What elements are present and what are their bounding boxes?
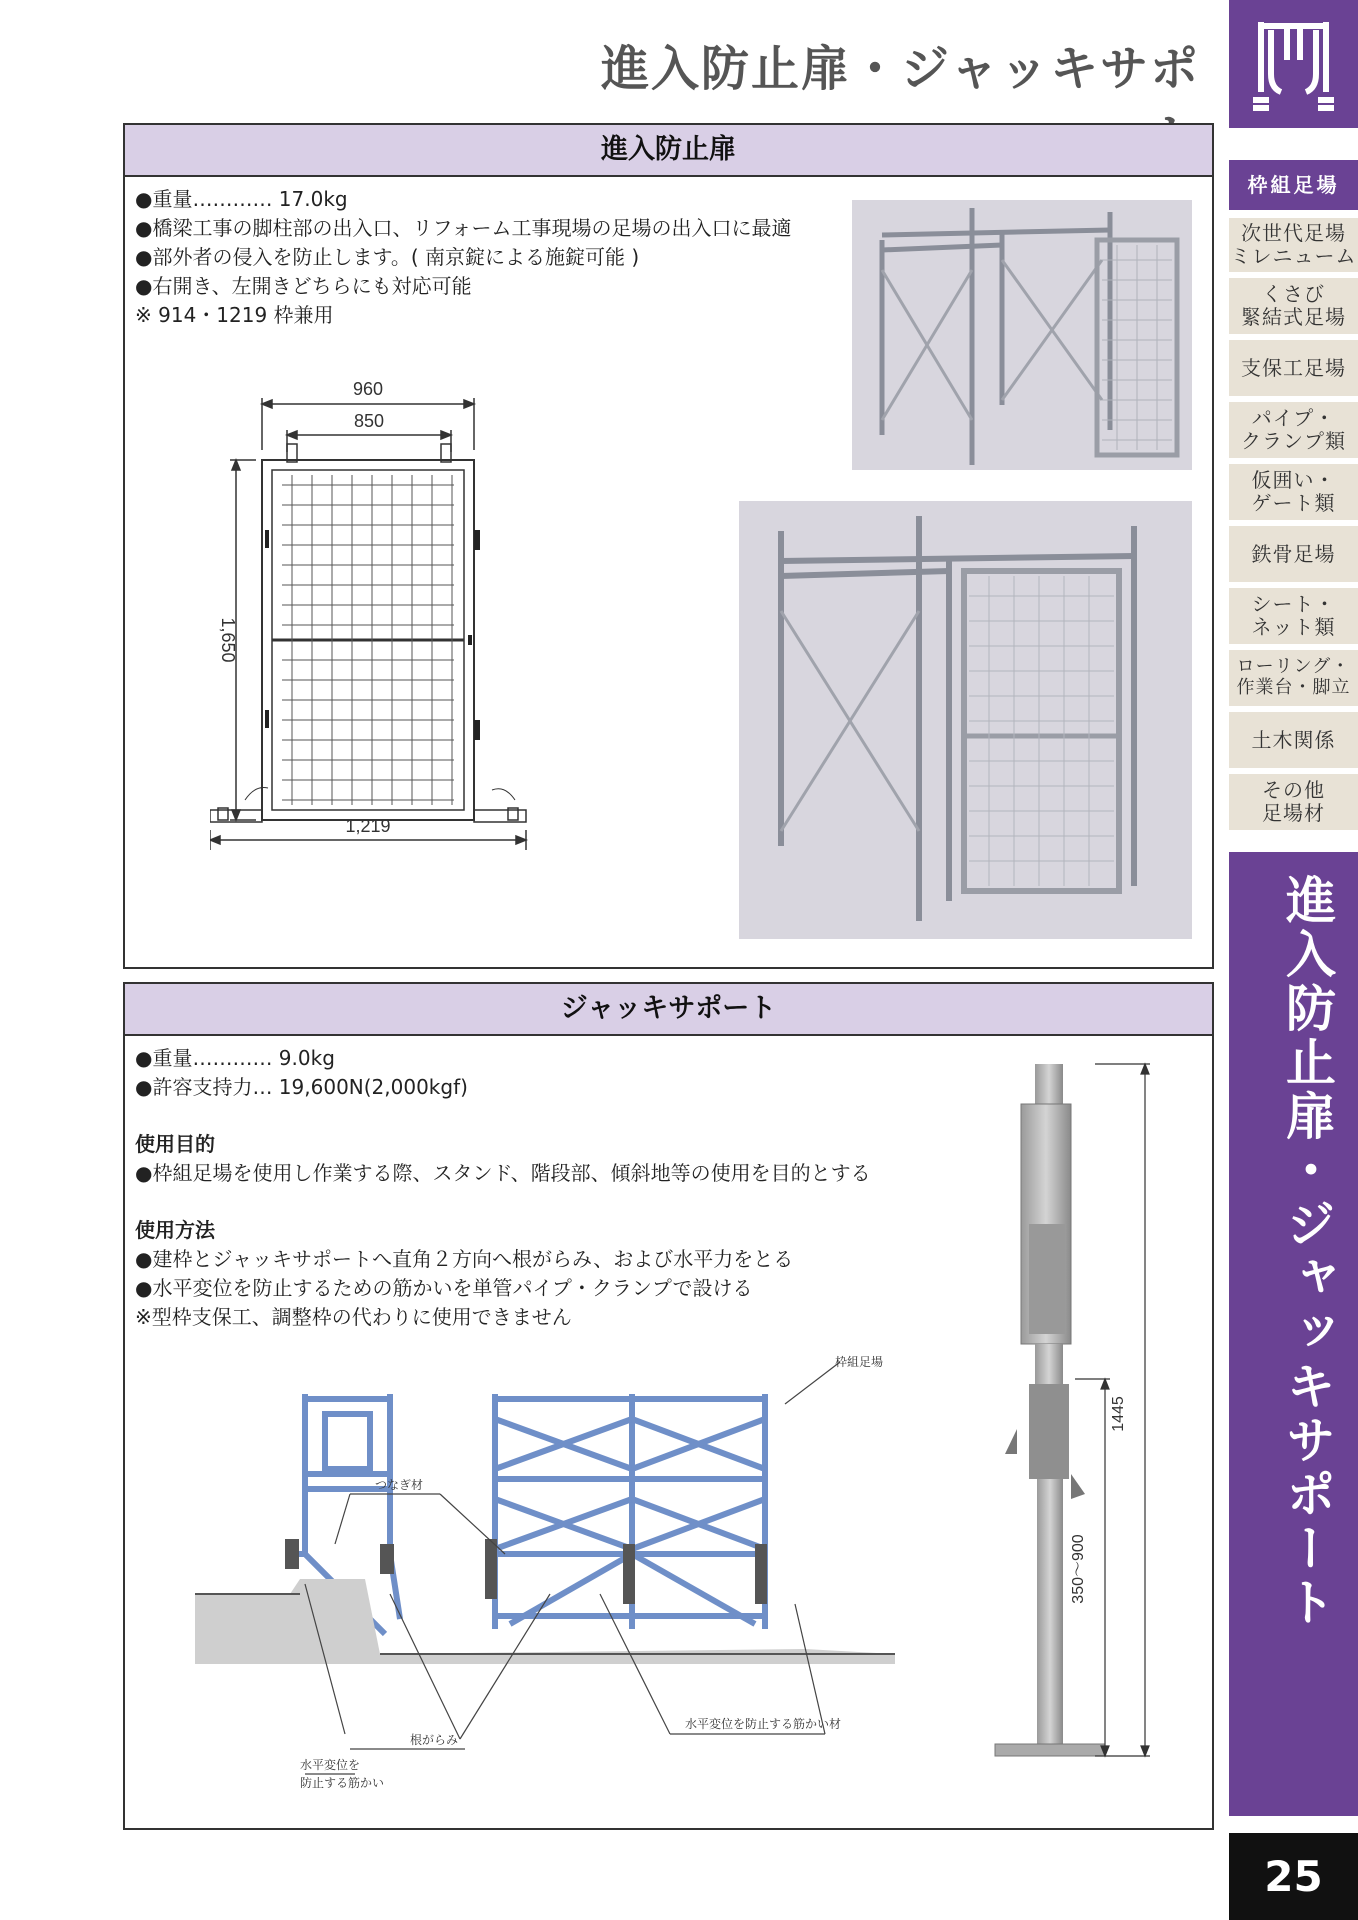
- spec-list: [135, 1044, 871, 1332]
- method-line: ※型枠支保工、調整枠の代わりに使用できません: [135, 1305, 572, 1329]
- section-title: ジャッキサポート: [125, 984, 1212, 1036]
- label-brace-left-1: 水平変位を: [300, 1758, 361, 1772]
- dim-outer-width: 960: [352, 380, 384, 399]
- method-line: ●水平変位を防止するための筋かいを単管パイプ・クランプで設ける: [135, 1276, 753, 1300]
- dim-height: 1,650: [218, 617, 238, 663]
- dim-total-height: 1445: [1110, 1396, 1127, 1432]
- method-line: ●建枠とジャッキサポートへ直角２方向へ根がらみ、および水平力をとる: [135, 1247, 794, 1271]
- sidebar-item-millennium[interactable]: 次世代足場 ミレニューム: [1229, 218, 1358, 272]
- usage-diagram: [195, 1354, 995, 1824]
- label-base-tie: 根がらみ: [410, 1733, 459, 1747]
- spec-line: ●右開き、左開きどちらにも対応可能: [135, 274, 472, 298]
- door-dimension-drawing: [210, 380, 680, 850]
- sidebar-item-other[interactable]: その他 足場材: [1229, 774, 1358, 830]
- category-sidebar: [1229, 0, 1358, 1920]
- purpose-heading: 使用目的: [135, 1132, 215, 1156]
- door-open-photo: [852, 200, 1192, 470]
- method-heading: 使用方法: [135, 1218, 215, 1242]
- label-brace-left-2: 防止する筋かい: [300, 1776, 385, 1790]
- sidebar-item-shoring[interactable]: 支保工足場: [1229, 340, 1358, 396]
- sidebar-header[interactable]: 枠組足場: [1229, 160, 1358, 210]
- dim-base-width: 1,219: [345, 816, 391, 836]
- spec-line: ●重量………… 9.0kg: [135, 1046, 335, 1070]
- label-brace: 水平変位を防止する筋かい材: [685, 1717, 842, 1731]
- sidebar-item-rolling[interactable]: ローリング・ 作業台・脚立: [1229, 650, 1358, 706]
- page-title: 進入防止扉・ジャッキサポ: [600, 41, 1200, 97]
- sidebar-item-sheet-net[interactable]: シート・ ネット類: [1229, 588, 1358, 644]
- jack-support-photo: [945, 1044, 1205, 1804]
- sidebar-item-enclosure[interactable]: 仮囲い・ ゲート類: [1229, 464, 1358, 520]
- spec-line: ●橋梁工事の脚柱部の出入口、リフォーム工事現場の足場の出入口に最適: [135, 216, 792, 240]
- spec-line: ●重量………… 17.0kg: [135, 187, 348, 211]
- section-title: 進入防止扉: [125, 125, 1212, 177]
- section-jack-support: [123, 982, 1214, 1830]
- label-frame: 枠組足場: [835, 1355, 884, 1369]
- spec-line: ●部外者の侵入を防止します。( 南京錠による施錠可能 ): [135, 245, 640, 269]
- scaffold-frame-icon: [1229, 0, 1358, 128]
- dim-inner-width: 850: [353, 411, 385, 431]
- dim-adjust-range: 350～900: [1070, 1534, 1087, 1604]
- section-security-door: [123, 123, 1214, 969]
- spec-line: ●許容支持力… 19,600N(2,000kgf): [135, 1075, 468, 1099]
- purpose-line: ●枠組足場を使用し作業する際、スタンド、階段部、傾斜地等の使用を目的とする: [135, 1161, 871, 1185]
- label-tie: つなぎ材: [375, 1478, 424, 1492]
- door-closed-photo: [739, 501, 1192, 939]
- sidebar-item-steel[interactable]: 鉄骨足場: [1229, 526, 1358, 582]
- sidebar-item-pipe-clamp[interactable]: パイプ・ クランプ類: [1229, 402, 1358, 458]
- spec-list: [135, 185, 791, 330]
- sidebar-current-category: [1229, 852, 1358, 1816]
- current-category-label: 進入防止扉・ジャッキサポート: [1278, 874, 1336, 1630]
- sidebar-item-wedge[interactable]: くさび 緊結式足場: [1229, 278, 1358, 334]
- sidebar-item-civil[interactable]: 土木関係: [1229, 712, 1358, 768]
- page-number: 25: [1229, 1833, 1358, 1920]
- spec-line: ※ 914・1219 枠兼用: [135, 303, 334, 327]
